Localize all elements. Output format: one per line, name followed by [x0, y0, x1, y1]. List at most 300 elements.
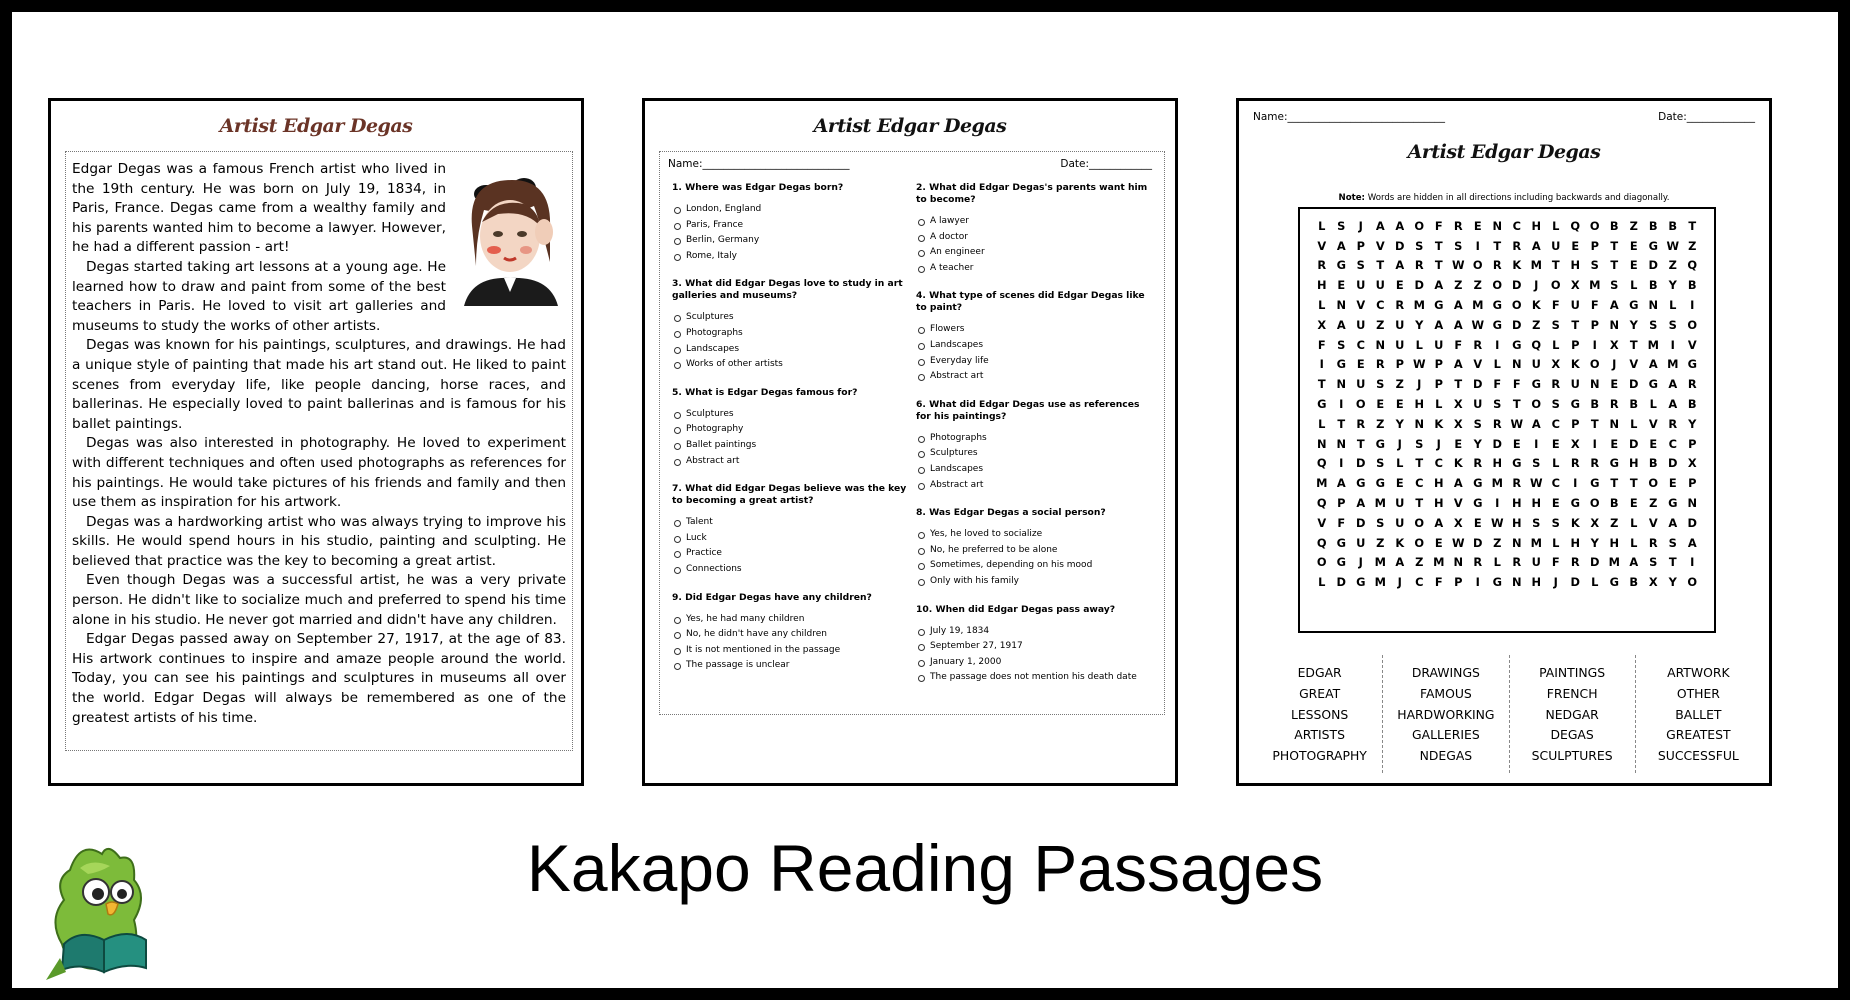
grid-letter: G [1356, 476, 1366, 491]
grid-letter: G [1317, 397, 1327, 412]
question-text: 9. Did Edgar Degas have any children? [672, 591, 872, 603]
answer-option: Abstract art [916, 369, 1152, 385]
grid-letter: G [1473, 496, 1483, 511]
grid-letter: R [1473, 456, 1483, 471]
grid-letter: R [1551, 377, 1561, 392]
grid-row [1312, 454, 1702, 474]
grid-letter: G [1336, 555, 1346, 570]
grid-letter: G [1609, 456, 1619, 471]
grid-letter: A [1453, 476, 1463, 491]
grid-letter: S [1590, 258, 1599, 273]
grid-letter: E [1395, 476, 1404, 491]
answer-option: Rome, Italy [672, 249, 908, 265]
passage-paragraph: Degas was a hardworking artist who was always trying to improve his skills. He would spend hours in his studio, painting and sculpting. He believed that practice was the key to becoming a great artist. [72, 513, 566, 569]
grid-letter: X [1453, 397, 1463, 412]
answer-option: Yes, he loved to socialize [916, 527, 1152, 543]
question [672, 182, 908, 264]
grid-letter: D [1687, 515, 1697, 530]
grid-letter: B [1609, 218, 1619, 233]
word-bank-word: DRAWINGS [1411, 665, 1480, 680]
grid-letter: E [1610, 436, 1619, 451]
grid-letter: F [1512, 377, 1521, 392]
grid-letter: P [1688, 476, 1697, 491]
word-bank-word: FAMOUS [1419, 685, 1472, 701]
grid-letter: N [1511, 535, 1522, 550]
answer-option: Photography [672, 422, 908, 438]
grid-letter: M [1530, 535, 1542, 550]
grid-letter: R [1414, 258, 1424, 273]
grid-letter: X [1317, 317, 1327, 332]
grid-letter: A [1434, 278, 1444, 293]
grid-letter: S [1551, 397, 1560, 412]
grid-letter: I [1339, 456, 1344, 471]
grid-letter: E [1571, 238, 1580, 253]
grid-letter: I [1690, 555, 1695, 570]
word-search-title: Artist Edgar Degas [1407, 141, 1601, 163]
grid-letter: J [1436, 436, 1441, 451]
grid-letter: R [1453, 218, 1463, 233]
grid-letter: F [1454, 337, 1463, 352]
grid-letter: I [1495, 496, 1500, 511]
grid-letter: A [1375, 218, 1385, 233]
answer-option: The passage is unclear [672, 658, 908, 674]
grid-letter: M [1374, 496, 1386, 511]
grid-letter: H [1628, 456, 1639, 471]
quiz-worksheet [642, 98, 1178, 786]
grid-letter: C [1356, 337, 1365, 352]
grid-row [1312, 315, 1702, 335]
grid-letter: L [1649, 397, 1657, 412]
letter-grid [1298, 207, 1716, 633]
grid-letter: Q [1687, 258, 1698, 273]
grid-letter: H [1511, 515, 1522, 530]
grid-letter: B [1648, 218, 1658, 233]
grid-letter: A [1609, 298, 1619, 313]
grid-letter: N [1375, 337, 1386, 352]
grid-letter: L [1318, 218, 1326, 233]
grid-letter: B [1609, 496, 1619, 511]
grid-letter: Q [1316, 535, 1327, 550]
grid-letter: C [1415, 575, 1424, 590]
passage-text-box [65, 151, 573, 751]
grid-letter: X [1453, 416, 1463, 431]
grid-letter: E [1434, 535, 1443, 550]
grid-letter: H [1570, 258, 1581, 273]
grid-letter: G [1375, 476, 1385, 491]
grid-letter: G [1492, 298, 1502, 313]
grid-letter: L [1591, 575, 1599, 590]
grid-letter: R [1492, 416, 1502, 431]
grid-letter: G [1609, 575, 1619, 590]
grid-letter: O [1472, 258, 1483, 273]
grid-letter: V [1453, 496, 1463, 511]
word-bank-word: OTHER [1676, 685, 1720, 701]
grid-letter: S [1532, 515, 1541, 530]
word-bank-word: GREATEST [1666, 727, 1731, 743]
answer-option: Sculptures [672, 407, 908, 423]
grid-letter: D [1629, 377, 1639, 392]
grid-letter: T [1454, 377, 1463, 392]
answer-option: Yes, he had many children [672, 612, 908, 628]
grid-letter: Y [1629, 317, 1638, 332]
grid-letter: L [1630, 416, 1638, 431]
grid-letter: H [1433, 476, 1444, 491]
grid-letter: F [1493, 377, 1502, 392]
grid-letter: S [1668, 535, 1677, 550]
grid-row [1312, 355, 1702, 375]
grid-letter: S [1532, 456, 1541, 471]
word-bank-word: PHOTOGRAPHY [1272, 748, 1367, 764]
word-bank-column [1635, 655, 1761, 773]
grid-letter: D [1648, 258, 1658, 273]
grid-letter: R [1473, 337, 1483, 352]
grid-letter: F [1551, 298, 1560, 313]
grid-row [1312, 473, 1702, 493]
grid-letter: Z [1668, 258, 1677, 273]
grid-row [1312, 275, 1702, 295]
grid-letter: E [1551, 436, 1560, 451]
grid-letter: B [1668, 218, 1678, 233]
grid-letter: E [1512, 436, 1521, 451]
grid-letter: R [1668, 416, 1678, 431]
answer-option: A doctor [916, 230, 1152, 246]
grid-letter: W [1412, 357, 1426, 372]
grid-letter: B [1629, 397, 1639, 412]
grid-letter: J [1358, 218, 1363, 233]
grid-letter: I [1475, 238, 1480, 253]
grid-letter: I [1690, 298, 1695, 313]
word-bank [1257, 655, 1761, 773]
grid-letter: R [1687, 377, 1697, 392]
grid-letter: G [1512, 337, 1522, 352]
grid-letter: A [1453, 298, 1463, 313]
grid-letter: Z [1454, 278, 1463, 293]
grid-letter: Q [1531, 337, 1542, 352]
grid-letter: R [1648, 535, 1658, 550]
grid-letter: R [1512, 476, 1522, 491]
grid-letter: D [1336, 575, 1346, 590]
grid-letter: J [1397, 575, 1402, 590]
answer-option: Only with his family [916, 574, 1152, 590]
note-text: Words are hidden in all directions including backwards and diagonally. [1364, 193, 1670, 203]
grid-letter: U [1356, 317, 1366, 332]
grid-letter: Z [1688, 238, 1697, 253]
grid-letter: M [1491, 476, 1503, 491]
word-bank-word: GALLERIES [1412, 727, 1480, 743]
grid-letter: J [1397, 436, 1402, 451]
grid-letter: Z [1649, 496, 1658, 511]
grid-letter: Y [1688, 416, 1697, 431]
grid-letter: R [1356, 416, 1366, 431]
grid-letter: R [1609, 397, 1619, 412]
word-bank-word: LESSONS [1290, 706, 1349, 722]
grid-letter: V [1687, 337, 1697, 352]
answer-option: Luck [672, 531, 908, 547]
grid-letter: F [1434, 575, 1443, 590]
grid-letter: G [1492, 317, 1502, 332]
grid-letter: O [1550, 278, 1561, 293]
grid-letter: W [1451, 258, 1465, 273]
question-text: 8. Was Edgar Degas a social person? [916, 507, 1106, 519]
grid-letter: C [1415, 476, 1424, 491]
grid-letter: L [1318, 575, 1326, 590]
grid-letter: Z [1532, 317, 1541, 332]
grid-letter: P [1454, 575, 1463, 590]
question-text: 4. What type of scenes did Edgar Degas like to paint? [916, 290, 1145, 314]
grid-letter: G [1492, 575, 1502, 590]
quiz-column-left [672, 182, 908, 688]
grid-letter: L [1630, 535, 1638, 550]
grid-letter: N [1609, 317, 1620, 332]
grid-row [1312, 216, 1702, 236]
grid-letter: D [1590, 555, 1600, 570]
grid-letter: E [1376, 397, 1385, 412]
grid-letter: V [1317, 238, 1327, 253]
grid-letter: O [1648, 476, 1659, 491]
grid-letter: T [1434, 238, 1443, 253]
word-bank-word: EDGAR [1297, 665, 1342, 680]
grid-letter: O [1414, 535, 1425, 550]
grid-letter: O [1531, 397, 1542, 412]
grid-letter: P [1590, 317, 1599, 332]
grid-letter: J [1612, 357, 1617, 372]
grid-letter: R [1317, 258, 1327, 273]
grid-letter: E [1629, 258, 1638, 273]
grid-letter: Y [1415, 317, 1424, 332]
answer-option: Connections [672, 562, 908, 578]
grid-letter: S [1356, 258, 1365, 273]
grid-letter: M [1667, 357, 1679, 372]
word-bank-word: ARTWORK [1667, 665, 1730, 680]
grid-letter: P [1571, 337, 1580, 352]
degas-portrait-illustration [454, 166, 566, 306]
grid-letter: H [1531, 575, 1542, 590]
grid-letter: U [1551, 238, 1561, 253]
grid-letter: O [1687, 575, 1698, 590]
grid-letter: T [1415, 456, 1424, 471]
grid-letter: J [1553, 575, 1558, 590]
grid-letter: E [1337, 278, 1346, 293]
grid-letter: L [1630, 515, 1638, 530]
grid-letter: D [1668, 456, 1678, 471]
grid-letter: S [1668, 317, 1677, 332]
grid-letter: P [1434, 377, 1443, 392]
grid-letter: T [1376, 258, 1385, 273]
grid-letter: T [1668, 555, 1677, 570]
grid-letter: P [1434, 357, 1443, 372]
answer-option: Photographs [916, 431, 1152, 447]
answer-option: London, England [672, 202, 908, 218]
grid-letter: E [1610, 377, 1619, 392]
grid-letter: L [1396, 456, 1404, 471]
word-search-note [1239, 193, 1769, 203]
grid-letter: H [1570, 535, 1581, 550]
grid-letter: G [1648, 377, 1658, 392]
grid-row [1312, 553, 1702, 573]
answer-option: Photographs [672, 326, 908, 342]
quiz-box [659, 151, 1165, 715]
grid-letter: A [1434, 317, 1444, 332]
grid-letter: N [1336, 377, 1347, 392]
grid-letter: D [1395, 238, 1405, 253]
grid-letter: K [1531, 298, 1541, 313]
grid-letter: A [1453, 357, 1463, 372]
grid-letter: X [1687, 456, 1697, 471]
word-bank-word: DEGAS [1550, 727, 1594, 743]
grid-letter: J [1358, 555, 1363, 570]
grid-letter: L [1669, 298, 1677, 313]
question [672, 278, 908, 372]
word-search-worksheet [1236, 98, 1772, 786]
grid-letter: K [1570, 357, 1580, 372]
question [916, 604, 1152, 686]
grid-letter: V [1356, 298, 1366, 313]
grid-letter: L [1552, 218, 1560, 233]
grid-letter: K [1395, 535, 1405, 550]
grid-letter: T [1317, 377, 1326, 392]
question-text: 1. Where was Edgar Degas born? [672, 182, 844, 193]
grid-letter: D [1512, 278, 1522, 293]
word-bank-word: ARTISTS [1294, 727, 1345, 743]
answer-option: Flowers [916, 322, 1152, 338]
grid-letter: D [1356, 456, 1366, 471]
grid-letter: D [1570, 575, 1580, 590]
grid-letter: C [1551, 476, 1560, 491]
grid-letter: Y [1590, 535, 1599, 550]
grid-letter: M [1433, 555, 1445, 570]
answer-option: A teacher [916, 261, 1152, 277]
grid-letter: N [1609, 416, 1620, 431]
grid-letter: Y [1668, 575, 1677, 590]
grid-letter: G [1336, 258, 1346, 273]
question [672, 592, 908, 674]
word-bank-column [1509, 655, 1635, 773]
grid-letter: A [1668, 397, 1678, 412]
grid-letter: G [1336, 535, 1346, 550]
grid-letter: N [1511, 575, 1522, 590]
grid-letter: L [1552, 535, 1560, 550]
grid-letter: M [1316, 476, 1328, 491]
grid-letter: A [1668, 377, 1678, 392]
quiz-column-right [916, 182, 1152, 700]
grid-letter: O [1589, 357, 1600, 372]
grid-letter: X [1453, 515, 1463, 530]
grid-row [1312, 335, 1702, 355]
grid-letter: U [1356, 278, 1366, 293]
grid-letter: F [1590, 298, 1599, 313]
grid-row [1312, 394, 1702, 414]
grid-letter: H [1433, 496, 1444, 511]
grid-letter: A [1395, 218, 1405, 233]
grid-letter: T [1512, 397, 1521, 412]
grid-letter: Z [1376, 535, 1385, 550]
grid-letter: U [1395, 515, 1405, 530]
question [916, 399, 1152, 493]
grid-letter: H [1531, 218, 1542, 233]
grid-letter: G [1512, 456, 1522, 471]
grid-letter: P [1688, 436, 1697, 451]
grid-letter: L [1318, 298, 1326, 313]
grid-letter: Z [1629, 218, 1638, 233]
grid-letter: W [1451, 535, 1465, 550]
grid-letter: N [1511, 357, 1522, 372]
grid-letter: S [1415, 436, 1424, 451]
grid-letter: O [1355, 397, 1366, 412]
grid-letter: B [1648, 456, 1658, 471]
grid-letter: E [1668, 476, 1677, 491]
answer-option: Landscapes [672, 342, 908, 358]
grid-letter: D [1492, 436, 1502, 451]
grid-letter: F [1551, 555, 1560, 570]
grid-letter: W [1510, 416, 1524, 431]
word-bank-column [1257, 655, 1382, 773]
grid-letter: S [1337, 337, 1346, 352]
grid-letter: W [1490, 515, 1504, 530]
grid-row [1312, 256, 1702, 276]
grid-letter: X [1551, 357, 1561, 372]
grid-letter: I [1592, 337, 1597, 352]
question [916, 290, 1152, 384]
grid-row [1312, 434, 1702, 454]
grid-letter: S [1649, 555, 1658, 570]
grid-letter: T [1493, 238, 1502, 253]
word-bank-word: PAINTINGS [1539, 665, 1606, 680]
answer-option: A lawyer [916, 214, 1152, 230]
question-text: 2. What did Edgar Degas's parents want him to become? [916, 182, 1148, 205]
grid-letter: L [1552, 337, 1560, 352]
grid-letter: N [1414, 416, 1425, 431]
grid-letter: I [1339, 397, 1344, 412]
grid-letter: C [1551, 416, 1560, 431]
grid-letter: A [1336, 476, 1346, 491]
grid-letter: I [1670, 337, 1675, 352]
grid-letter: G [1687, 357, 1697, 372]
grid-letter: S [1415, 238, 1424, 253]
grid-row [1312, 533, 1702, 553]
grid-letter: M [1589, 278, 1601, 293]
grid-letter: D [1512, 317, 1522, 332]
grid-letter: F [1317, 337, 1326, 352]
passage-paragraph: Edgar Degas was a famous French artist who lived in the 19th century. He was born on July 19, 1834, in Paris, France. Degas came from a wealthy family and his parents wanted him to become a lawyer. However, he had a different passion - art! [72, 161, 446, 256]
grid-letter: Y [1668, 278, 1677, 293]
grid-letter: L [1415, 337, 1423, 352]
grid-letter: A [1629, 555, 1639, 570]
grid-letter: O [1414, 218, 1425, 233]
grid-letter: S [1376, 456, 1385, 471]
grid-letter: A [1395, 258, 1405, 273]
grid-row [1312, 513, 1702, 533]
grid-letter: S [1376, 377, 1385, 392]
word-bank-word: FRENCH [1546, 685, 1598, 701]
grid-letter: P [1590, 238, 1599, 253]
grid-letter: C [1434, 456, 1443, 471]
grid-letter: T [1571, 317, 1580, 332]
grid-letter: S [1473, 416, 1482, 431]
grid-letter: S [1454, 238, 1463, 253]
answer-option: No, he didn't have any children [672, 627, 908, 643]
grid-letter: E [1356, 357, 1365, 372]
date-field-label: Date:____________ [1060, 158, 1152, 170]
grid-letter: V [1473, 357, 1483, 372]
grid-letter: A [1336, 317, 1346, 332]
grid-letter: V [1648, 416, 1658, 431]
grid-letter: M [1374, 575, 1386, 590]
grid-letter: B [1590, 397, 1600, 412]
grid-letter: I [1319, 357, 1324, 372]
grid-letter: A [1648, 357, 1658, 372]
name-field-label: Name:____________________________ [668, 158, 850, 170]
note-label: Note: [1338, 193, 1365, 203]
